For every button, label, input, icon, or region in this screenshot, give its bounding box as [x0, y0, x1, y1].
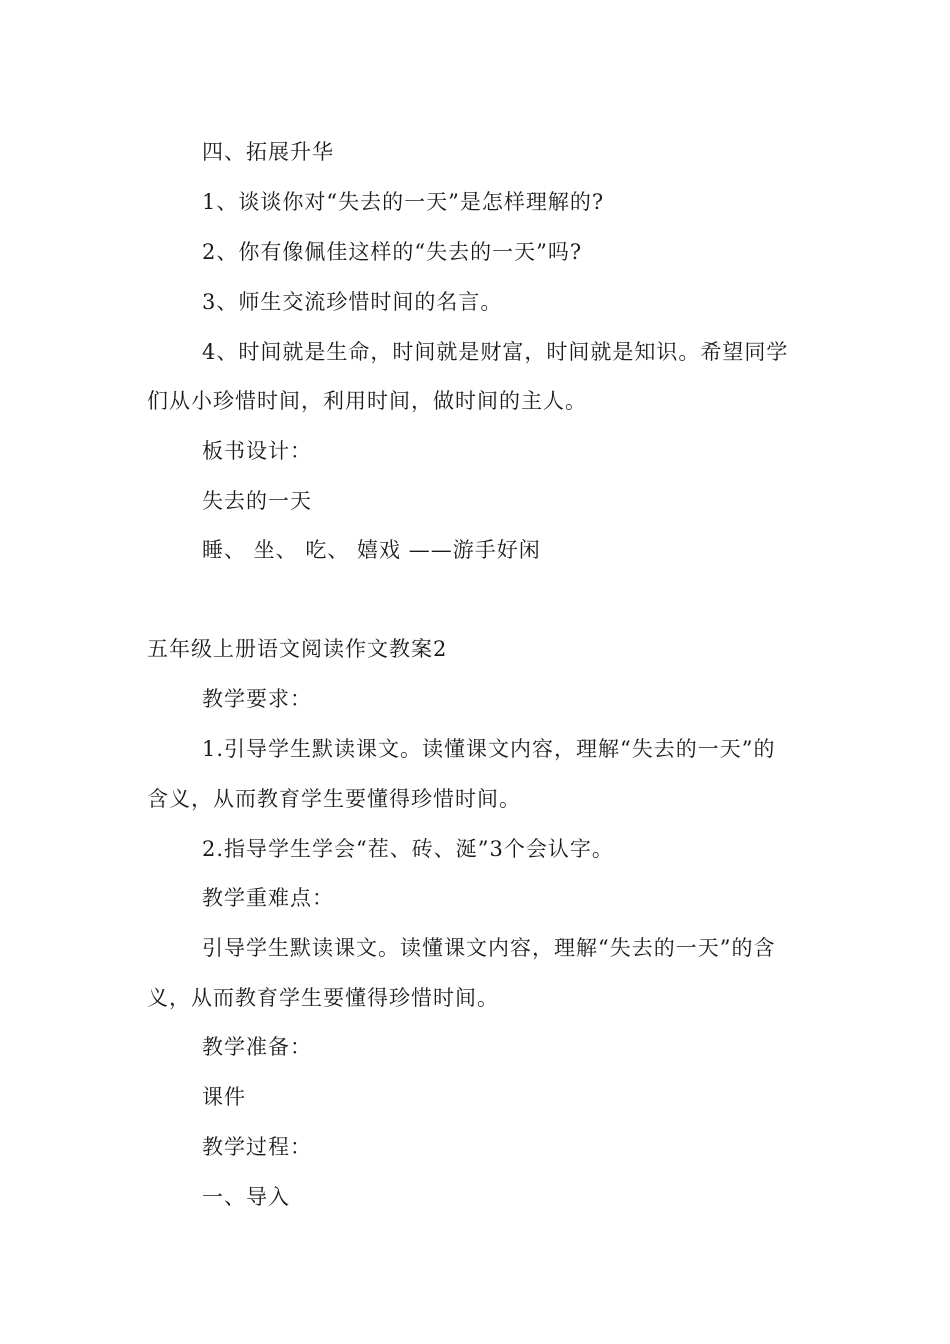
- requirements-label: 教学要求：: [202, 687, 312, 711]
- key-points-label: 教学重难点：: [202, 886, 334, 910]
- list-item: 4、时间就是生命，时间就是财富，时间就是知识。希望同学: [202, 340, 789, 364]
- preparation-label: 教学准备：: [202, 1035, 312, 1059]
- key-points-text: 引导学生默读课文。读懂课文内容，理解“失去的一天”的含: [202, 936, 776, 960]
- section-heading: 四、拓展升华: [202, 140, 334, 164]
- list-item: 1、谈谈你对“失去的一天”是怎样理解的?: [202, 190, 605, 214]
- board-title: 失去的一天: [202, 489, 312, 513]
- board-content: 睡、 坐、 吃、 嬉戏 ——游手好闲: [202, 538, 541, 562]
- lesson-title: 五年级上册语文阅读作文教案2: [147, 637, 448, 661]
- key-points-continuation: 义，从而教育学生要懂得珍惜时间。: [147, 986, 499, 1010]
- process-step: 一、导入: [202, 1185, 290, 1209]
- requirement-continuation: 含义，从而教育学生要懂得珍惜时间。: [147, 787, 521, 811]
- requirement-item: 1.引导学生默读课文。读懂课文内容，理解“失去的一天”的: [202, 737, 776, 761]
- list-item: 3、师生交流珍惜时间的名言。: [202, 290, 503, 314]
- preparation-value: 课件: [202, 1085, 246, 1109]
- list-item: 2、你有像佩佳这样的“失去的一天”吗?: [202, 240, 583, 264]
- board-design-label: 板书设计：: [202, 439, 312, 463]
- requirement-item: 2.指导学生学会“茬、砖、涎”3个会认字。: [202, 837, 614, 861]
- process-label: 教学过程：: [202, 1135, 312, 1159]
- list-item-continuation: 们从小珍惜时间，利用时间，做时间的主人。: [147, 389, 587, 413]
